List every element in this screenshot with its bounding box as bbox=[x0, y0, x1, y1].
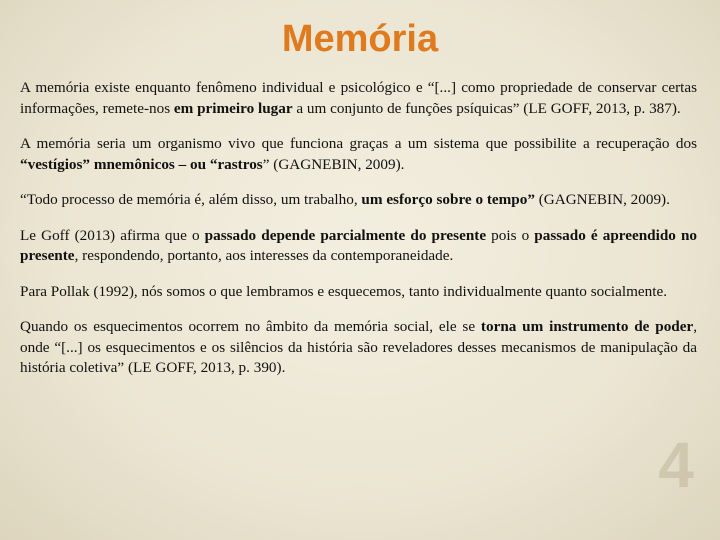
paragraph-2-text-2: ” (GAGNEBIN, 2009). bbox=[262, 155, 405, 173]
slide-title: Memória bbox=[281, 18, 439, 60]
paragraph-4-bold-1: passado depende parcialmente do presente bbox=[204, 226, 487, 244]
paragraph-6 bbox=[20, 317, 697, 379]
paragraph-2-text-1: A memória seria um organismo vivo que funciona graças a um sistema que possibilite a recuperação dos bbox=[20, 135, 697, 152]
paragraph-3-text-2: (GAGNEBIN, 2009). bbox=[534, 191, 670, 208]
paragraph-4 bbox=[20, 226, 697, 267]
slide-number: 4 bbox=[658, 429, 694, 501]
paragraph-1-text-1: A memória existe enquanto fenômeno individual e psicológico e “[...] como propriedade de conservar certas informações, remete-nos bbox=[20, 79, 697, 117]
paragraph-2-bold-1: “vestígios” mnemônicos – ou “rastros bbox=[20, 155, 263, 173]
paragraph-6-text-2: , onde “[...] os esquecimentos e os silêncios da história são reveladores desses mecanismos de manipulação da história coletiva” (LE GOFF, 2013, p. 390). bbox=[20, 318, 698, 376]
paragraph-4-text-1: Le Goff (2013) afirma que o bbox=[20, 226, 205, 244]
paragraph-1 bbox=[20, 78, 697, 119]
paragraph-3-bold-1: um esforço sobre o tempo” bbox=[361, 191, 535, 208]
slide-body bbox=[20, 78, 697, 394]
paragraph-4-text-2: pois o bbox=[486, 226, 535, 244]
paragraph-6-bold-1: torna um instrumento de poder bbox=[480, 318, 694, 335]
paragraph-2 bbox=[20, 134, 697, 175]
paragraph-4-bold-2: passado é apreendido no presente bbox=[20, 226, 698, 264]
paragraph-6-text-1: Quando os esquecimentos ocorrem no âmbito da memória social, ele se bbox=[20, 318, 481, 335]
paragraph-5 bbox=[20, 282, 697, 303]
paragraph-3-text-1: “Todo processo de memória é, além disso, um trabalho, bbox=[20, 191, 362, 208]
paragraph-1-text-2: a um conjunto de funções psíquicas” (LE GOFF, 2013, p. 387). bbox=[292, 99, 681, 117]
paragraph-4-text-3: , respondendo, portanto, aos interesses da contemporaneidade. bbox=[74, 247, 454, 264]
paragraph-3 bbox=[20, 190, 697, 211]
paragraph-5-text-1: Para Pollak (1992), nós somos o que lembramos e esquecemos, tanto individualmente quanto socialmente. bbox=[20, 282, 668, 300]
paragraph-1-bold-1: em primeiro lugar bbox=[173, 99, 293, 117]
